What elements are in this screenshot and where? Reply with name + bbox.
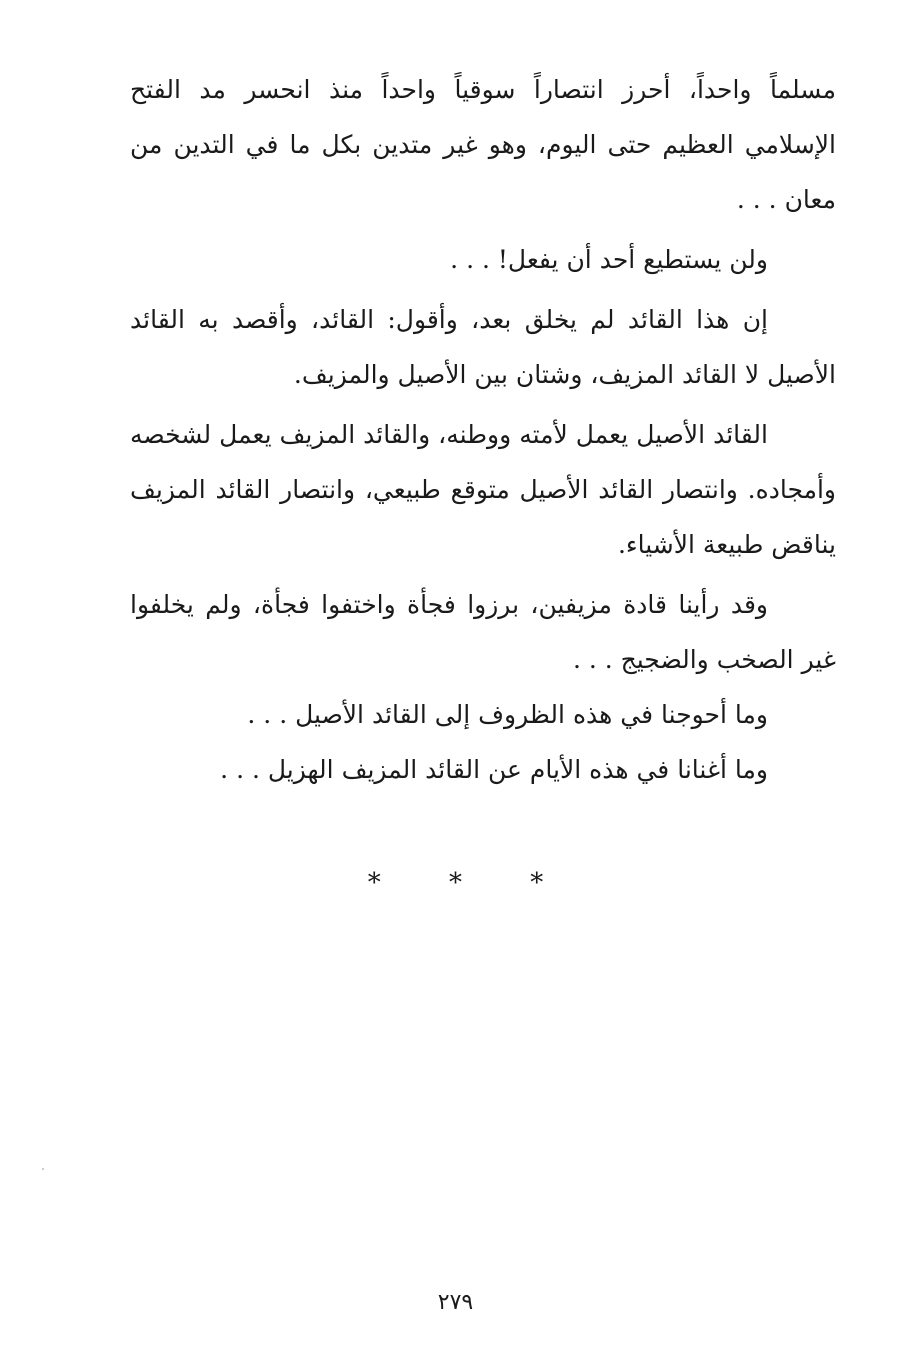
body-text xyxy=(130,62,836,797)
paragraph-leader-not-created: إن هذا القائد لم يخلق بعد، وأقول: القائد، وأقصد به القائد الأصيل لا القائد المزيف، وشتان بين الأصيل والمزيف. xyxy=(130,305,836,389)
page-number: ٢٧٩ xyxy=(437,1290,474,1315)
paper-speck xyxy=(42,1168,44,1170)
paragraph-fake-leaders: وقد رأينا قادة مزيفين، برزوا فجأة واختفوا فجأة، ولم يخلفوا غير الصخب والضجيج . . . xyxy=(130,590,836,674)
line-how-we-dont-need: وما أغنانا في هذه الأيام عن القائد المزيف الهزيل . . . xyxy=(220,755,768,784)
paragraph-no-one-can: ولن يستطيع أحد أن يفعل! . . . xyxy=(450,245,768,274)
section-separator: * * * xyxy=(367,868,574,898)
paragraph-authentic-vs-fake: القائد الأصيل يعمل لأمته ووطنه، والقائد المزيف يعمل لشخصه وأمجاده. وانتصار القائد الأصيل متوقع طبيعي، وانتصار القائد المزيف يناقض طبيعة الأشياء. xyxy=(130,420,836,559)
line-how-we-need: وما أحوجنا في هذه الظروف إلى القائد الأصيل . . . xyxy=(247,700,768,729)
paragraph-continuation: مسلماً واحداً، أحرز انتصاراً سوقياً واحداً منذ انحسر مد الفتح الإسلامي العظيم حتى اليوم، وهو غير متدين بكل ما في التدين من معان . . . xyxy=(130,75,836,214)
